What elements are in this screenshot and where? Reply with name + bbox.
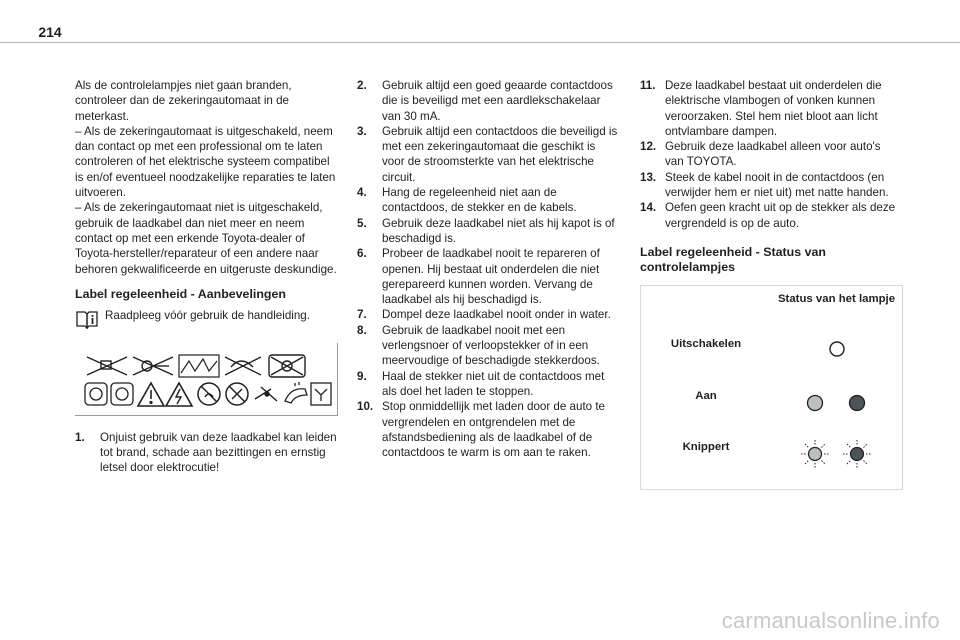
list-item-number: 5. <box>357 216 367 230</box>
header-divider <box>0 42 960 43</box>
status-cell-on <box>771 379 903 430</box>
table-header-row <box>641 285 903 327</box>
list-item-text: Stop onmiddellijk met laden door de auto te vergrendelen en ontgrendelen met de afstandsbediening als de laadkabel of de contactdoos te warm is om aan te raken. <box>382 400 605 460</box>
list-item-number: 10. <box>357 400 374 414</box>
page-number: 214 <box>38 24 62 40</box>
no-repair-icon <box>226 383 248 405</box>
grounded-socket-icon <box>85 383 133 405</box>
intro-line: dan contact op met een professional om te laten <box>75 140 323 154</box>
list-item-number: 4. <box>357 186 367 200</box>
list-item-number: 14. <box>640 201 657 215</box>
recommendation-list-1 <box>75 430 337 476</box>
intro-line: behoren gekwalificeerde en uitgeruste deskundige. <box>75 262 337 276</box>
lamp-blinking-icon <box>771 430 902 484</box>
list-item-text: Hang de regeleenheid niet aan de contactdoos, de stekker en de kabels. <box>382 186 577 215</box>
no-extension-cord-icon <box>87 357 127 375</box>
no-water-icon <box>198 383 220 405</box>
no-multi-plug-icon <box>133 357 173 375</box>
intro-line: meterkast. <box>75 109 130 123</box>
intro-line: Toyota-hersteller/reparateur of een andere naar <box>75 247 319 261</box>
table-row <box>641 430 903 490</box>
intro-line: controleer dan de zekeringautomaat in de <box>75 94 289 108</box>
list-item <box>640 200 902 231</box>
list-item <box>75 430 337 476</box>
list-item-number: 3. <box>357 124 367 138</box>
list-item-text: Gebruik altijd een goed geaarde contactdoos die is beveiligd met een aardlekschakelaar van 30 mA. <box>382 79 613 123</box>
column-1 <box>75 78 337 476</box>
list-item <box>357 369 621 400</box>
list-item-text: Steek de kabel nooit in de contactdoos (en verwijder hem er niet uit) met natte handen. <box>665 170 889 200</box>
status-label-on: Aan <box>695 389 717 402</box>
intro-line: uitvoeren. <box>75 186 126 200</box>
status-label-blinking: Knippert <box>682 441 730 454</box>
lamp-on-icon <box>771 379 902 425</box>
list-item <box>357 216 621 247</box>
list-item-number: 1. <box>75 430 85 444</box>
list-item <box>357 307 621 322</box>
status-label-off: Uitschakelen <box>670 338 742 351</box>
list-item-text: Probeer de laadkabel nooit te repareren of openen. Hij bestaat uit onderdelen die niet gerepareerd kunnen worden. Vervang de laadkabel als hij beschadigd is. <box>382 247 600 307</box>
no-wet-hands-icon <box>285 382 307 403</box>
electric-shock-icon <box>166 383 192 406</box>
list-item-number: 2. <box>357 79 367 92</box>
intro-line: Als de controlelampjes niet gaan branden, <box>75 79 292 92</box>
list-item <box>640 170 902 201</box>
column-2 <box>357 78 621 460</box>
list-item <box>640 139 902 170</box>
list-item-number: 6. <box>357 247 367 261</box>
lamp-off-icon <box>771 327 902 373</box>
list-item-number: 9. <box>357 369 367 383</box>
list-item <box>357 399 621 460</box>
intro-line: – Als de zekeringautomaat niet is uitgeschakeld, <box>75 201 323 215</box>
manual-note-text: Raadpleeg vóór gebruik de handleiding. <box>105 308 310 322</box>
recommendation-list-2 <box>357 78 621 460</box>
list-item-number: 7. <box>357 308 367 322</box>
intro-line: controleren of het elektrische systeem compatibel <box>75 155 330 169</box>
status-cell-off <box>771 327 903 378</box>
list-item <box>357 124 621 185</box>
manual-note <box>75 308 337 329</box>
status-cell-blinking <box>771 430 903 490</box>
lamp-status-table <box>640 285 903 490</box>
toyota-only-icon <box>311 383 331 405</box>
table-row <box>641 379 903 430</box>
list-item-text: Gebruik deze laadkabel niet als hij kapot is of beschadigd is. <box>382 216 615 245</box>
list-item-number: 13. <box>640 170 657 184</box>
table-header-empty-cell <box>641 285 772 327</box>
list-item-number: 12. <box>640 140 657 154</box>
intro-line: – Als de zekeringautomaat is uitgeschakeld, neem <box>75 124 333 138</box>
intro-line: contact op met een erkende Toyota-dealer of <box>75 231 305 245</box>
intro-line: gebruik de laadkabel dan niet meer en neem <box>75 216 305 230</box>
recommendation-list-3 <box>640 78 902 231</box>
list-item <box>357 323 621 369</box>
list-item <box>357 246 621 307</box>
no-damaged-cable-icon <box>179 355 219 377</box>
table-header-status: Status van het lampje <box>777 292 896 305</box>
intro-line: is en/of eventueel noodzakelijke reparaties te laten <box>75 170 336 184</box>
table-row <box>641 327 903 378</box>
list-item-text: Dompel deze laadkabel nooit onder in water. <box>382 308 611 322</box>
list-item-text: Oefen geen kracht uit op de stekker als deze vergrendeld is op de auto. <box>665 201 896 230</box>
list-item-text: Gebruik de laadkabel nooit met een verlengsnoer of verloopstekker of in een meervoudige of beschadigde stekkerdoos. <box>382 323 600 368</box>
manual-book-icon <box>75 309 99 329</box>
watermark: carmanualsonline.info <box>721 608 940 633</box>
warning-pictograms-label <box>75 343 338 416</box>
no-adapter-icon <box>225 357 261 375</box>
list-item <box>640 78 902 139</box>
warning-triangle-icon <box>138 383 164 406</box>
column-3 <box>640 78 902 490</box>
list-item-text: Haal de stekker niet uit de contactdoos met als doel het laden te stoppen. <box>382 369 605 398</box>
list-item-number: 8. <box>357 323 367 337</box>
list-item-number: 11. <box>640 79 656 92</box>
list-item-text: Onjuist gebruik van deze laadkabel kan leiden tot brand, schade aan bezittingen en ernstig letsel door elektrocutie! <box>100 430 337 475</box>
list-item <box>357 185 621 216</box>
list-item-text: Deze laadkabel bestaat uit onderdelen die elektrische vlambogen of vonken kunnen veroorzaken. Stel hem niet bloot aan licht ontvlambare dampen. <box>665 79 882 138</box>
warning-pictograms <box>81 349 333 413</box>
section-heading-recommendations: Label regeleenheid - Aanbevelingen <box>75 286 286 301</box>
list-item-text: Gebruik deze laadkabel alleen voor auto's van TOYOTA. <box>665 140 881 169</box>
list-item <box>357 78 621 124</box>
list-item-text: Gebruik altijd een contactdoos die beveiligd is met een zekeringautomaat die geschikt is voor de stroomsterkte van het elektrische circuit. <box>382 124 618 184</box>
no-unplug-icon <box>255 387 277 401</box>
no-socket-damage-icon <box>269 355 305 377</box>
section-heading-lamp-status: Label regeleenheid - Status van controlelampjes <box>640 244 826 274</box>
intro-paragraph <box>75 78 337 277</box>
